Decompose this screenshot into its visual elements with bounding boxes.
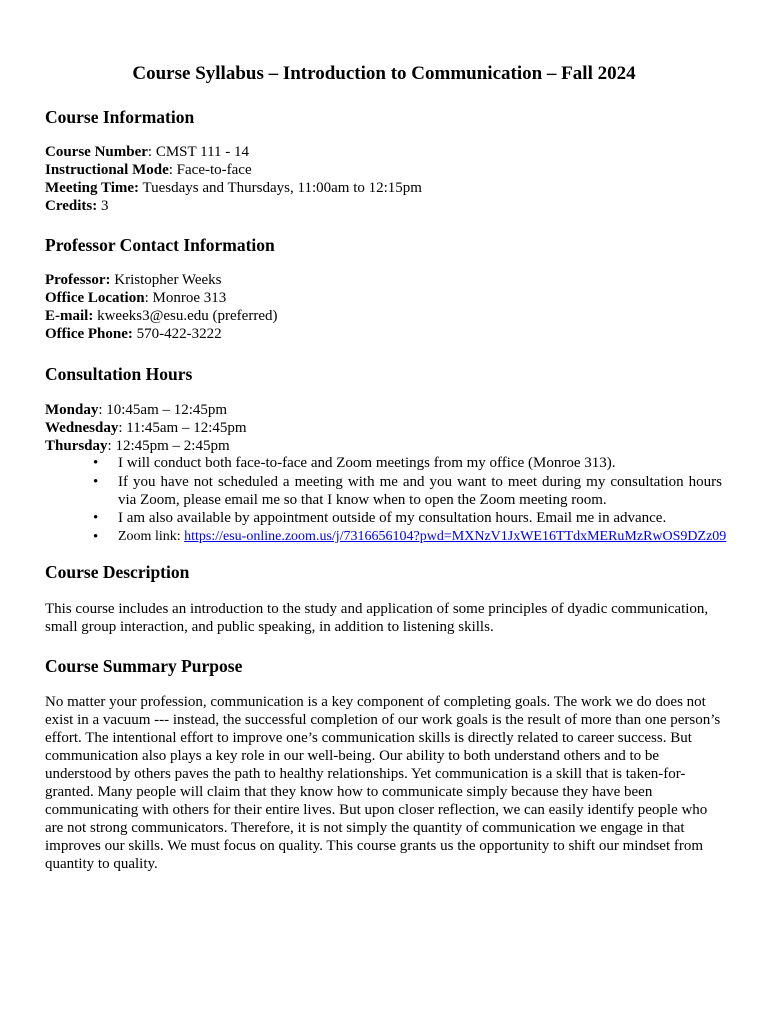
meeting-time-row (45, 179, 725, 197)
row-separator: : (144, 290, 153, 306)
bullet-icon: • (93, 474, 99, 490)
row-separator: : (107, 438, 116, 454)
row-label: Thursday (45, 438, 108, 454)
thursday-row (45, 437, 725, 455)
list-item (45, 454, 725, 473)
row-value: kweeks3@esu.edu (preferred) (97, 308, 278, 324)
row-separator: : (98, 402, 107, 418)
row-label: Instructional Mode (45, 162, 169, 178)
row-value: 12:45pm – 2:45pm (115, 438, 230, 454)
row-value: 10:45am – 12:45pm (106, 402, 228, 418)
summary-paragraph: No matter your profession, communication is a key component of completing goals. The work we do does not exist in a vacuum --- instead, the successful completion of our work goals is the result of more than one person’s effort. The intentional effort to improve one’s communication skills is directly related to career success. But communication also plays a key role in our well-being. Our ability to both understand others and to be understood by others paves the path to healthy relationships. Yet communication is a skill that is taken-for-granted. Many people will claim that they know how to communicate simply because they have been communicating with others for their entire lives. But upon closer reflection, we can easily identify people who are not strong communicators. Therefore, it is not simply the quantity of communication we engage in that improves our skills. We must focus on quality. This course grants us the opportunity to shift our mindset from quantity to quality. (45, 694, 721, 872)
bullet-text: I will conduct both face-to-face and Zoom meetings from my office (Monroe 313). (118, 455, 616, 471)
row-separator: : (147, 144, 156, 160)
consultation-heading: Consultation Hours (45, 364, 193, 384)
row-label: Credits: (45, 198, 98, 214)
email-row (45, 307, 725, 325)
course-number-row (45, 143, 725, 161)
row-value: CMST 111 - 14 (155, 144, 250, 160)
list-item (45, 509, 725, 528)
row-separator: : (118, 420, 127, 436)
row-value: 570-422-3222 (136, 326, 222, 342)
monday-row (45, 401, 725, 419)
professor-row (45, 271, 725, 289)
row-value: 3 (100, 198, 109, 214)
bullet-icon: • (93, 510, 99, 526)
row-separator: : (168, 162, 177, 178)
row-value: 11:45am – 12:45pm (126, 420, 247, 436)
office-location-row (45, 289, 725, 307)
row-label: Meeting Time: (45, 180, 140, 196)
course-info-heading: Course Information (45, 107, 195, 127)
consultation-bullet-list (45, 454, 725, 546)
list-item (45, 528, 725, 546)
bullet-text: I am also available by appointment outside of my consultation hours. Email me in advance. (118, 510, 667, 526)
row-label: Office Phone: (45, 326, 133, 342)
list-item (45, 473, 725, 509)
description-paragraph: This course includes an introduction to the study and application of some principles of dyadic communication, small group interaction, and public speaking, in addition to listening skills. (45, 601, 709, 635)
zoom-link[interactable]: https://esu-online.zoom.us/j/7316656104?pwd=MXNzV1JxWE16TTdxMERuMzRwOS9DZz09 (184, 529, 727, 544)
consultation-block (45, 401, 725, 455)
row-label: Monday (45, 402, 99, 418)
contact-heading: Professor Contact Information (45, 235, 275, 255)
zoom-link-label: Zoom link: (118, 529, 185, 544)
bullet-text: If you have not scheduled a meeting with me and you want to meet during my consultation hours via Zoom, please email me so that I know when to open the Zoom meeting room. (118, 474, 722, 508)
row-label: Professor: (45, 272, 111, 288)
row-label: Wednesday (45, 420, 119, 436)
row-value: Face-to-face (176, 162, 252, 178)
office-phone-row (45, 325, 725, 343)
bullet-icon: • (93, 529, 99, 545)
contact-block (45, 271, 725, 343)
row-value: Tuesdays and Thursdays, 11:00am to 12:15pm (142, 180, 422, 196)
summary-heading: Course Summary Purpose (45, 656, 243, 676)
instructional-mode-row (45, 161, 725, 179)
wednesday-row (45, 419, 725, 437)
description-heading: Course Description (45, 562, 190, 582)
course-info-block (45, 143, 725, 215)
row-label: E-mail: (45, 308, 94, 324)
row-value: Kristopher Weeks (114, 272, 222, 288)
document-title: Course Syllabus – Introduction to Communication – Fall 2024 (132, 63, 636, 84)
credits-row (45, 197, 725, 215)
bullet-icon: • (93, 455, 99, 471)
row-value: Monroe 313 (152, 290, 227, 306)
row-label: Office Location (45, 290, 145, 306)
row-label: Course Number (45, 144, 148, 160)
